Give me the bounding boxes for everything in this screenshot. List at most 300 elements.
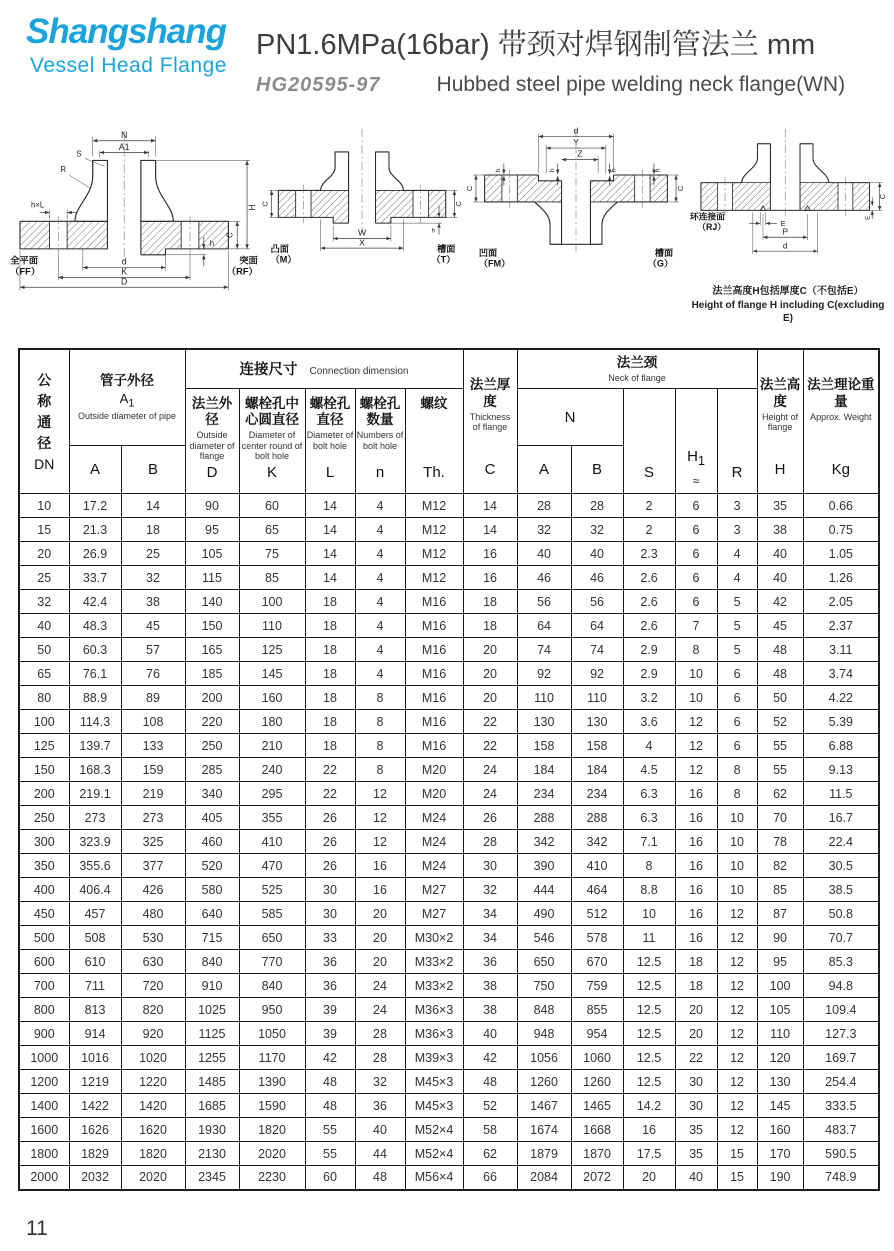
table-cell: 16 xyxy=(463,542,517,566)
table-cell: 32 xyxy=(571,518,623,542)
table-cell: 85 xyxy=(239,566,305,590)
table-cell: 406.4 xyxy=(69,878,121,902)
table-cell: 92 xyxy=(517,662,571,686)
table-cell: 508 xyxy=(69,926,121,950)
table-cell: 377 xyxy=(121,854,185,878)
table-cell: 12.5 xyxy=(623,1022,675,1046)
col-header-dn xyxy=(19,349,69,494)
table-cell: 16.7 xyxy=(803,806,879,830)
table-cell: M52×4 xyxy=(405,1142,463,1166)
table-cell: 1422 xyxy=(69,1094,121,1118)
table-cell: 2.37 xyxy=(803,614,879,638)
table-cell: 169.7 xyxy=(803,1046,879,1070)
dim-label-A1: A1 xyxy=(118,142,130,153)
table-cell: M16 xyxy=(405,686,463,710)
table-cell: 36 xyxy=(305,974,355,998)
table-cell: 40 xyxy=(19,614,69,638)
table-cell: 94.8 xyxy=(803,974,879,998)
table-cell: 18 xyxy=(305,614,355,638)
table-row xyxy=(19,614,879,638)
table-cell: 65 xyxy=(19,662,69,686)
table-cell: 26 xyxy=(305,830,355,854)
table-cell: 920 xyxy=(121,1022,185,1046)
table-cell: M16 xyxy=(405,710,463,734)
table-cell: 184 xyxy=(571,758,623,782)
table-cell: 12 xyxy=(355,782,405,806)
table-cell: 948 xyxy=(517,1022,571,1046)
table-cell: M30×2 xyxy=(405,926,463,950)
table-cell: 426 xyxy=(121,878,185,902)
table-cell: 16 xyxy=(355,878,405,902)
table-cell: 20 xyxy=(463,638,517,662)
table-cell: 14 xyxy=(463,518,517,542)
table-cell: 24 xyxy=(355,974,405,998)
table-cell: 8 xyxy=(355,710,405,734)
table-cell: 34 xyxy=(463,926,517,950)
table-cell: 2 xyxy=(623,518,675,542)
page-number: 11 xyxy=(26,1217,48,1240)
table-cell: 12 xyxy=(717,1118,757,1142)
table-cell: M27 xyxy=(405,878,463,902)
dim-label-h: h xyxy=(431,227,435,235)
table-cell: 6 xyxy=(675,542,717,566)
table-cell: 18 xyxy=(675,950,717,974)
table-cell: 32 xyxy=(355,1070,405,1094)
table-cell: 114.3 xyxy=(69,710,121,734)
table-cell: M20 xyxy=(405,782,463,806)
table-cell: 2020 xyxy=(121,1166,185,1190)
table-cell: 840 xyxy=(239,974,305,998)
table-cell: 16 xyxy=(675,878,717,902)
table-cell: 820 xyxy=(121,998,185,1022)
table-cell: 650 xyxy=(239,926,305,950)
table-cell: 254.4 xyxy=(803,1070,879,1094)
table-cell: 48 xyxy=(757,638,803,662)
table-cell: 32 xyxy=(517,518,571,542)
table-cell: 3.11 xyxy=(803,638,879,662)
table-cell: 5.39 xyxy=(803,710,879,734)
table-cell: 18 xyxy=(305,590,355,614)
table-cell: 20 xyxy=(675,1022,717,1046)
table-cell: 20 xyxy=(355,926,405,950)
table-cell: 2.6 xyxy=(623,590,675,614)
table-cell: 240 xyxy=(239,758,305,782)
table-cell: 4 xyxy=(623,734,675,758)
table-cell: 12 xyxy=(675,710,717,734)
face-label-fm-cn: 凹面 xyxy=(479,247,498,258)
table-cell: 55 xyxy=(305,1142,355,1166)
table-cell: 590.5 xyxy=(803,1142,879,1166)
table-row xyxy=(19,926,879,950)
table-cell: 14 xyxy=(305,566,355,590)
table-cell: 28 xyxy=(355,1046,405,1070)
table-cell: 220 xyxy=(185,710,239,734)
dim-label-C-left: C xyxy=(465,185,475,192)
table-cell: 342 xyxy=(517,830,571,854)
table-cell: M12 xyxy=(405,566,463,590)
table-cell: 6 xyxy=(675,518,717,542)
table-cell: 900 xyxy=(19,1022,69,1046)
table-cell: 4.5 xyxy=(623,758,675,782)
table-cell: 450 xyxy=(19,902,69,926)
table-cell: M36×3 xyxy=(405,998,463,1022)
table-cell: 48 xyxy=(757,662,803,686)
table-cell: 16 xyxy=(463,566,517,590)
table-cell: 133 xyxy=(121,734,185,758)
table-cell: 512 xyxy=(571,902,623,926)
table-cell: 848 xyxy=(517,998,571,1022)
table-cell: 2230 xyxy=(239,1166,305,1190)
table-cell: 20 xyxy=(355,902,405,926)
table-cell: 65 xyxy=(239,518,305,542)
table-cell: 914 xyxy=(69,1022,121,1046)
table-cell: 273 xyxy=(69,806,121,830)
table-cell: 32 xyxy=(121,566,185,590)
table-cell: 64 xyxy=(571,614,623,638)
table-cell: 17.2 xyxy=(69,494,121,518)
svg-text:h: h xyxy=(495,168,503,172)
table-cell: 1626 xyxy=(69,1118,121,1142)
table-cell: 1870 xyxy=(571,1142,623,1166)
table-cell: M33×2 xyxy=(405,950,463,974)
table-cell: 12.5 xyxy=(623,974,675,998)
table-cell: 22.4 xyxy=(803,830,879,854)
table-cell: 48.3 xyxy=(69,614,121,638)
table-cell: 1125 xyxy=(185,1022,239,1046)
table-cell: 145 xyxy=(239,662,305,686)
face-label-m-code: （M） xyxy=(270,254,297,265)
table-cell: 200 xyxy=(185,686,239,710)
table-cell: 1260 xyxy=(571,1070,623,1094)
table-cell: 525 xyxy=(239,878,305,902)
table-cell: 14 xyxy=(121,494,185,518)
table-cell: 40 xyxy=(757,542,803,566)
table-cell: 2.3 xyxy=(623,542,675,566)
dim-label-C-left: C xyxy=(260,201,270,207)
table-cell: 10 xyxy=(717,806,757,830)
table-cell: 158 xyxy=(517,734,571,758)
table-cell: 110 xyxy=(757,1022,803,1046)
table-cell: 813 xyxy=(69,998,121,1022)
table-cell: 1170 xyxy=(239,1046,305,1070)
table-cell: 2 xyxy=(623,494,675,518)
table-cell: 1050 xyxy=(239,1022,305,1046)
col-header-neck-a: A xyxy=(517,446,571,494)
table-cell: 483.7 xyxy=(803,1118,879,1142)
table-cell: 4 xyxy=(355,566,405,590)
table-cell: 140 xyxy=(185,590,239,614)
table-cell: 9.13 xyxy=(803,758,879,782)
table-row xyxy=(19,710,879,734)
face-label-rf-cn: 突面 xyxy=(239,255,258,266)
dim-label-C: C xyxy=(225,232,235,238)
table-cell: 33 xyxy=(305,926,355,950)
table-cell: 12.5 xyxy=(623,950,675,974)
table-cell: 855 xyxy=(571,998,623,1022)
table-cell: 38 xyxy=(463,974,517,998)
table-cell: 24 xyxy=(355,998,405,1022)
dim-label-hxL: h×L xyxy=(30,200,45,210)
table-cell: 76.1 xyxy=(69,662,121,686)
table-cell: 200 xyxy=(19,782,69,806)
table-cell: 16 xyxy=(355,854,405,878)
col-header-weight: 法兰理论重量 Approx. Weight Kg xyxy=(803,349,879,494)
table-cell: 2345 xyxy=(185,1166,239,1190)
table-cell: 38.5 xyxy=(803,878,879,902)
table-cell: 109.4 xyxy=(803,998,879,1022)
table-cell: 4 xyxy=(355,590,405,614)
table-cell: 30 xyxy=(675,1094,717,1118)
table-cell: 24 xyxy=(463,758,517,782)
table-cell: 55 xyxy=(757,734,803,758)
table-cell: 39 xyxy=(305,1022,355,1046)
table-cell: 12 xyxy=(355,806,405,830)
table-cell: 160 xyxy=(757,1118,803,1142)
table-cell: 57 xyxy=(121,638,185,662)
table-cell: 18 xyxy=(463,590,517,614)
table-row xyxy=(19,830,879,854)
col-header-l: 螺栓孔直径 Diameter of bolt hole L xyxy=(305,389,355,494)
table-cell: 5 xyxy=(717,638,757,662)
table-cell: 342 xyxy=(571,830,623,854)
table-cell: 650 xyxy=(517,950,571,974)
table-cell: 6 xyxy=(675,566,717,590)
table-cell: 42 xyxy=(305,1046,355,1070)
face-label-t-code: （T） xyxy=(431,254,456,265)
dim-label-C-right: C xyxy=(676,185,686,192)
table-cell: 500 xyxy=(19,926,69,950)
diagram-fm-g xyxy=(465,125,687,277)
table-cell: M27 xyxy=(405,902,463,926)
table-cell: 1620 xyxy=(121,1118,185,1142)
table-cell: 35 xyxy=(675,1142,717,1166)
table-cell: 11 xyxy=(623,926,675,950)
table-cell: 6 xyxy=(675,494,717,518)
table-body xyxy=(19,494,879,1190)
table-cell: 11.5 xyxy=(803,782,879,806)
table-cell: 100 xyxy=(19,710,69,734)
face-label-fm-code: （FM） xyxy=(479,258,511,269)
face-label-g-cn: 槽面 xyxy=(655,247,674,258)
table-cell: 759 xyxy=(571,974,623,998)
table-cell: 62 xyxy=(463,1142,517,1166)
dim-label-H: H xyxy=(246,204,257,211)
table-cell: 234 xyxy=(517,782,571,806)
dim-label-X: X xyxy=(358,237,365,248)
table-cell: 10 xyxy=(717,878,757,902)
table-cell: 6.88 xyxy=(803,734,879,758)
table-cell: 60 xyxy=(239,494,305,518)
dim-label-K: K xyxy=(121,266,128,277)
table-cell: 18 xyxy=(463,614,517,638)
table-cell: 88.9 xyxy=(69,686,121,710)
table-cell: 82 xyxy=(757,854,803,878)
table-cell: M24 xyxy=(405,806,463,830)
table-cell: 10 xyxy=(19,494,69,518)
table-cell: 89 xyxy=(121,686,185,710)
table-cell: 60 xyxy=(305,1166,355,1190)
table-cell: 14 xyxy=(305,494,355,518)
dn-label-cn: 公称通径 xyxy=(37,372,52,452)
table-cell: 40 xyxy=(571,542,623,566)
table-cell: 38 xyxy=(463,998,517,1022)
table-cell: 16 xyxy=(623,1118,675,1142)
table-cell: 115 xyxy=(185,566,239,590)
table-cell: 464 xyxy=(571,878,623,902)
table-header xyxy=(19,349,879,494)
table-cell: 46 xyxy=(517,566,571,590)
flange-spec-table xyxy=(18,348,880,1191)
table-cell: 34 xyxy=(463,902,517,926)
dim-label-N: N xyxy=(120,129,128,140)
table-cell: 8 xyxy=(355,734,405,758)
table-cell: 2.05 xyxy=(803,590,879,614)
table-cell: 715 xyxy=(185,926,239,950)
table-cell: 26 xyxy=(305,854,355,878)
table-cell: 16 xyxy=(675,782,717,806)
table-cell: 770 xyxy=(239,950,305,974)
table-cell: 32 xyxy=(19,590,69,614)
table-cell: 40 xyxy=(757,566,803,590)
table-cell: 28 xyxy=(463,830,517,854)
table-cell: M45×3 xyxy=(405,1070,463,1094)
table-cell: 405 xyxy=(185,806,239,830)
table-cell: 100 xyxy=(757,974,803,998)
table-cell: 1600 xyxy=(19,1118,69,1142)
table-cell: 1879 xyxy=(517,1142,571,1166)
caption-cn: 法兰高度H包括厚度C（不包括E） xyxy=(712,286,864,297)
table-cell: 18 xyxy=(305,662,355,686)
table-cell: M39×3 xyxy=(405,1046,463,1070)
table-cell: 17.5 xyxy=(623,1142,675,1166)
table-cell: M16 xyxy=(405,662,463,686)
table-cell: 3.2 xyxy=(623,686,675,710)
company-logo xyxy=(26,8,244,97)
table-cell: 1260 xyxy=(517,1070,571,1094)
table-cell: 55 xyxy=(757,758,803,782)
table-cell: 24 xyxy=(463,782,517,806)
table-cell: 1020 xyxy=(121,1046,185,1070)
dim-label-Z: Z xyxy=(577,148,583,159)
table-cell: 3 xyxy=(717,518,757,542)
table-cell: 92 xyxy=(571,662,623,686)
table-cell: 110 xyxy=(517,686,571,710)
dim-label-P: P xyxy=(782,226,788,237)
col-header-neck: 法兰颈 Neck of flange xyxy=(517,349,757,389)
table-row xyxy=(19,1094,879,1118)
diagram-rj xyxy=(688,125,888,281)
table-cell: 1000 xyxy=(19,1046,69,1070)
table-cell: M56×4 xyxy=(405,1166,463,1190)
col-header-pipe-a: A xyxy=(69,446,121,494)
table-cell: M20 xyxy=(405,758,463,782)
dim-label-R: R xyxy=(60,165,67,175)
table-cell: 33.7 xyxy=(69,566,121,590)
table-cell: 840 xyxy=(185,950,239,974)
col-header-height: 法兰高度 Height of flange H xyxy=(757,349,803,494)
table-cell: M12 xyxy=(405,494,463,518)
table-cell: 250 xyxy=(185,734,239,758)
table-cell: 1930 xyxy=(185,1118,239,1142)
table-cell: 44 xyxy=(355,1142,405,1166)
table-cell: 273 xyxy=(121,806,185,830)
table-cell: 10 xyxy=(717,830,757,854)
table-cell: 75 xyxy=(239,542,305,566)
table-cell: 16 xyxy=(675,926,717,950)
table-cell: 20 xyxy=(463,686,517,710)
table-row xyxy=(19,950,879,974)
table-cell: 355 xyxy=(239,806,305,830)
table-cell: 21.3 xyxy=(69,518,121,542)
flange-diagrams xyxy=(0,97,894,326)
table-cell: 48 xyxy=(305,1070,355,1094)
table-cell: 285 xyxy=(185,758,239,782)
table-cell: M36×3 xyxy=(405,1022,463,1046)
table-cell: 85.3 xyxy=(803,950,879,974)
table-cell: 4 xyxy=(355,494,405,518)
dim-label-h: h xyxy=(209,238,215,248)
table-cell: 26 xyxy=(463,806,517,830)
table-cell: 130 xyxy=(571,710,623,734)
table-cell: 1829 xyxy=(69,1142,121,1166)
table-cell: 125 xyxy=(239,638,305,662)
table-cell: 10 xyxy=(717,854,757,878)
table-cell: 1255 xyxy=(185,1046,239,1070)
title-block xyxy=(244,8,876,97)
col-header-s: S xyxy=(623,389,675,494)
dim-label-d: d xyxy=(573,125,579,136)
table-cell: 52 xyxy=(463,1094,517,1118)
table-cell: 2.6 xyxy=(623,566,675,590)
table-cell: 85 xyxy=(757,878,803,902)
diagram-caption xyxy=(688,285,888,326)
table-cell: 295 xyxy=(239,782,305,806)
table-cell: 8 xyxy=(717,758,757,782)
table-cell: 14 xyxy=(463,494,517,518)
logo-tagline: Vessel Head Flange xyxy=(30,54,227,77)
table-cell: 640 xyxy=(185,902,239,926)
table-cell: 50 xyxy=(757,686,803,710)
table-row xyxy=(19,854,879,878)
table-cell: 16 xyxy=(675,806,717,830)
table-cell: 30 xyxy=(675,1070,717,1094)
table-cell: 16 xyxy=(675,854,717,878)
table-cell: 18 xyxy=(305,710,355,734)
table-cell: 250 xyxy=(19,806,69,830)
table-cell: 1056 xyxy=(517,1046,571,1070)
table-cell: 3.6 xyxy=(623,710,675,734)
table-cell: 12 xyxy=(675,758,717,782)
table-cell: M16 xyxy=(405,590,463,614)
table-cell: 480 xyxy=(121,902,185,926)
diagram-m-t xyxy=(261,125,465,277)
table-cell: M16 xyxy=(405,638,463,662)
table-cell: 16 xyxy=(675,830,717,854)
table-cell: 4 xyxy=(355,614,405,638)
face-label-ff-code: （FF） xyxy=(10,266,41,277)
table-cell: 22 xyxy=(675,1046,717,1070)
table-cell: 36 xyxy=(355,1094,405,1118)
dim-label-d: d xyxy=(121,256,127,267)
table-cell: 130 xyxy=(757,1070,803,1094)
table-cell: 711 xyxy=(69,974,121,998)
table-cell: 700 xyxy=(19,974,69,998)
table-cell: 2.9 xyxy=(623,638,675,662)
table-cell: 30 xyxy=(305,902,355,926)
table-cell: M12 xyxy=(405,518,463,542)
table-cell: 444 xyxy=(517,878,571,902)
col-header-thickness: 法兰厚度 Thickness of flange C xyxy=(463,349,517,494)
